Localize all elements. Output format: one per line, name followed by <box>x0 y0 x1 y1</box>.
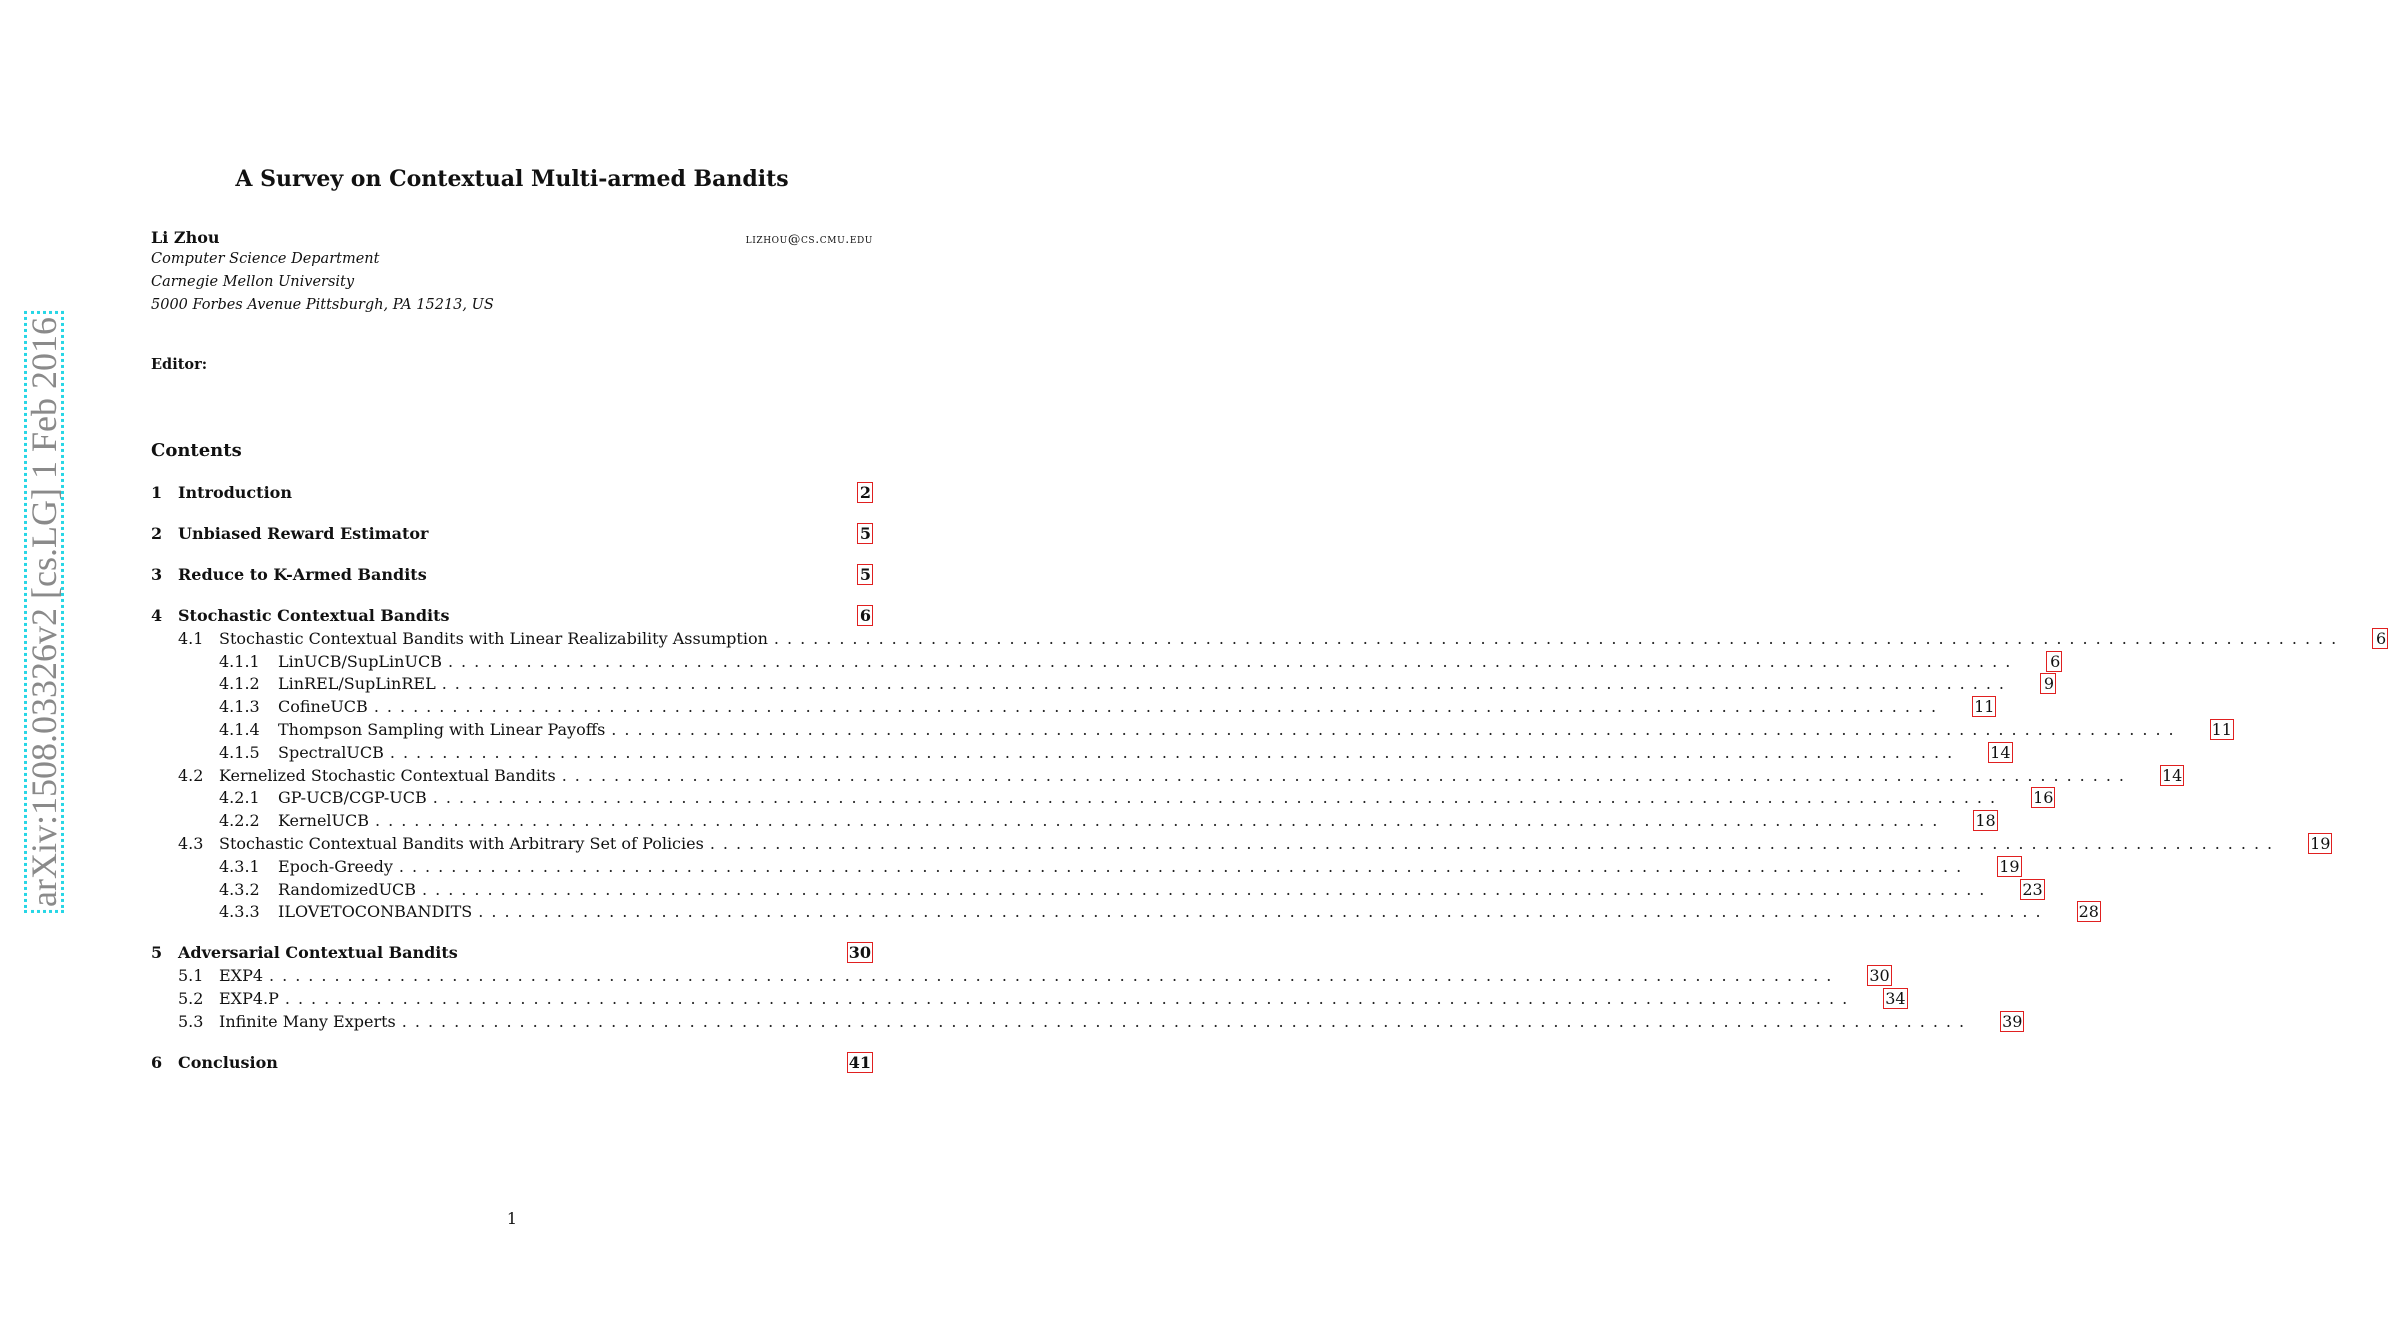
toc-entry-label[interactable]: Infinite Many Experts <box>219 1012 396 1031</box>
toc-dot-leader: ........................................................................................................................ <box>398 857 1970 876</box>
author-email[interactable]: lizhou@cs.cmu.edu <box>745 231 873 246</box>
toc-entry-number: 4.3 <box>178 834 204 853</box>
toc-page-link[interactable]: 5 <box>857 564 873 585</box>
toc-entry-label[interactable]: Introduction <box>178 483 292 502</box>
toc-entry-number: 4.1.4 <box>219 720 260 739</box>
toc-entry-label[interactable]: Epoch-Greedy <box>278 857 393 876</box>
toc-entry[interactable] <box>151 1011 2023 1033</box>
toc-page-link[interactable]: 6 <box>2046 651 2062 672</box>
toc-entry-label[interactable]: KernelUCB <box>278 811 370 830</box>
toc-entry[interactable] <box>151 988 1906 1010</box>
toc-entry[interactable] <box>151 696 1995 718</box>
toc-entry[interactable] <box>151 564 873 586</box>
toc-entry[interactable] <box>151 856 2020 878</box>
toc-page-link[interactable]: 39 <box>2002 1012 2023 1031</box>
toc-dot-leader: ........................................................................................................................ <box>441 674 2013 693</box>
toc-dot-leader: ........................................................................................................................ <box>561 766 2132 785</box>
toc-dot-leader: ........................................................................................................................ <box>401 1012 1973 1031</box>
toc-entry-number: 4 <box>151 606 163 625</box>
toc-entry[interactable] <box>151 482 873 504</box>
page-number: 1 <box>506 1209 518 1228</box>
toc-page-link[interactable]: 11 <box>1974 697 1995 716</box>
toc-entry[interactable] <box>151 605 873 627</box>
toc-page-link[interactable]: 6 <box>857 605 873 626</box>
toc-entry-number: 4.2.2 <box>219 811 260 830</box>
toc-dot-leader: ........................................................................................................................ <box>432 788 2004 807</box>
affiliation-line: Computer Science Department <box>151 251 380 267</box>
toc-entry[interactable] <box>151 942 873 964</box>
toc-entry-label[interactable]: CofineUCB <box>278 697 368 716</box>
toc-entry-number: 3 <box>151 565 163 584</box>
toc-entry-number: 4.1.3 <box>219 697 260 716</box>
toc-dot-leader: ........................................................................................................................ <box>284 989 1856 1008</box>
toc-entry-label[interactable]: Kernelized Stochastic Contextual Bandits <box>219 766 556 785</box>
toc-entry-label[interactable]: LinREL/SupLinREL <box>278 674 436 693</box>
toc-entry[interactable] <box>151 765 2183 787</box>
arxiv-side-stamp[interactable]: arXiv:1508.03326v2 [cs.LG] 1 Feb 2016 <box>24 311 64 913</box>
toc-page-link[interactable]: 19 <box>2310 834 2331 853</box>
toc-entry-label[interactable]: GP-UCB/CGP-UCB <box>278 788 427 807</box>
toc-entry-label[interactable]: Reduce to K-Armed Bandits <box>178 565 427 584</box>
toc-page-link[interactable]: 18 <box>1975 811 1996 830</box>
toc-entry-label[interactable]: SpectralUCB <box>278 743 384 762</box>
toc-entry-number: 4.1 <box>178 629 204 648</box>
toc-entry[interactable] <box>151 1052 873 1074</box>
toc-page-link[interactable]: 16 <box>2033 788 2054 807</box>
contents-heading: Contents <box>151 440 242 461</box>
toc-page-link[interactable]: 9 <box>2040 673 2056 694</box>
toc-entry-number: 4.1.1 <box>219 652 260 671</box>
author-name: Li Zhou <box>151 228 220 247</box>
toc-dot-leader: ........................................................................................................................ <box>373 697 1945 716</box>
toc-entry[interactable] <box>151 628 2387 650</box>
toc-page-link[interactable]: 30 <box>1869 966 1890 985</box>
toc-entry-number: 5.3 <box>178 1012 204 1031</box>
toc-entry-number: 4.3.2 <box>219 880 260 899</box>
toc-entry-label[interactable]: LinUCB/SupLinUCB <box>278 652 442 671</box>
toc-entry-label[interactable]: Unbiased Reward Estimator <box>178 524 429 543</box>
toc-page-link[interactable]: 41 <box>848 1053 871 1072</box>
toc-dot-leader: ........................................................................................................................ <box>375 811 1946 830</box>
affiliation-line: 5000 Forbes Avenue Pittsburgh, PA 15213, US <box>151 297 494 313</box>
toc-dot-leader: ........................................................................................................................ <box>611 720 2182 739</box>
toc-entry[interactable] <box>151 742 2011 764</box>
toc-entry-number: 4.1.2 <box>219 674 260 693</box>
toc-page-link[interactable]: 23 <box>2022 880 2043 899</box>
toc-entry-label[interactable]: RandomizedUCB <box>278 880 417 899</box>
toc-entry-number: 1 <box>151 483 163 502</box>
toc-entry[interactable] <box>151 673 2055 695</box>
toc-entry-label[interactable]: ILOVETOCONBANDITS <box>278 902 473 921</box>
toc-entry-number: 5.1 <box>178 966 204 985</box>
toc-entry-number: 4.1.5 <box>219 743 260 762</box>
toc-entry-label[interactable]: Thompson Sampling with Linear Payoffs <box>278 720 606 739</box>
toc-dot-leader: ........................................................................................................................ <box>389 743 1961 762</box>
toc-entry-number: 5 <box>151 943 163 962</box>
toc-entry-label[interactable]: EXP4 <box>219 966 264 985</box>
toc-entry[interactable] <box>151 879 2043 901</box>
toc-entry[interactable] <box>151 965 1890 987</box>
editor-label: Editor: <box>151 356 208 373</box>
affiliation-line: Carnegie Mellon University <box>151 274 355 290</box>
toc-page-link[interactable]: 30 <box>848 943 871 962</box>
toc-entry[interactable] <box>151 810 1996 832</box>
toc-entry-number: 4.3.3 <box>219 902 260 921</box>
toc-page-link[interactable]: 14 <box>1990 743 2011 762</box>
toc-entry-number: 5.2 <box>178 989 204 1008</box>
toc-entry-number: 4.2.1 <box>219 788 260 807</box>
toc-dot-leader: ........................................................................................................................ <box>709 834 2281 853</box>
toc-entry-label[interactable]: Adversarial Contextual Bandits <box>178 943 458 962</box>
paper-title: A Survey on Contextual Multi-armed Bandits <box>235 166 789 192</box>
toc-page-link[interactable]: 28 <box>2078 902 2099 921</box>
toc-page-link[interactable]: 14 <box>2162 766 2183 785</box>
toc-dot-leader: ........................................................................................................................ <box>269 966 1840 985</box>
toc-page-link[interactable]: 19 <box>1999 857 2020 876</box>
toc-entry-number: 2 <box>151 524 163 543</box>
toc-page-link[interactable]: 5 <box>857 523 873 544</box>
toc-entry-number: 6 <box>151 1053 163 1072</box>
toc-entry[interactable] <box>151 833 2331 855</box>
toc-dot-leader: ........................................................................................................................ <box>422 880 1993 899</box>
toc-entry-label[interactable]: EXP4.P <box>219 989 279 1008</box>
toc-entry-number: 4.2 <box>178 766 204 785</box>
toc-page-link[interactable]: 6 <box>2372 628 2388 649</box>
toc-page-link[interactable]: 11 <box>2211 720 2232 739</box>
toc-entry[interactable] <box>151 719 2232 741</box>
toc-entry-label[interactable]: Stochastic Contextual Bandits with Arbitrary Set of Policies <box>219 834 704 853</box>
toc-entry-label[interactable]: Stochastic Contextual Bandits with Linear Realizability Assumption <box>219 629 768 648</box>
toc-entry[interactable] <box>151 651 2061 673</box>
toc-entry[interactable] <box>151 523 873 545</box>
toc-dot-leader: ........................................................................................................................ <box>447 652 2019 671</box>
toc-page-link[interactable]: 2 <box>857 482 873 503</box>
toc-entry-number: 4.3.1 <box>219 857 260 876</box>
toc-entry-label[interactable]: Conclusion <box>178 1053 278 1072</box>
toc-dot-leader: ........................................................................................................................ <box>773 629 2345 648</box>
toc-page-link[interactable]: 34 <box>1885 989 1906 1008</box>
toc-entry[interactable] <box>151 901 2099 923</box>
toc-dot-leader: ........................................................................................................................ <box>478 902 2049 921</box>
toc-entry-label[interactable]: Stochastic Contextual Bandits <box>178 606 450 625</box>
toc-entry[interactable] <box>151 787 2054 809</box>
